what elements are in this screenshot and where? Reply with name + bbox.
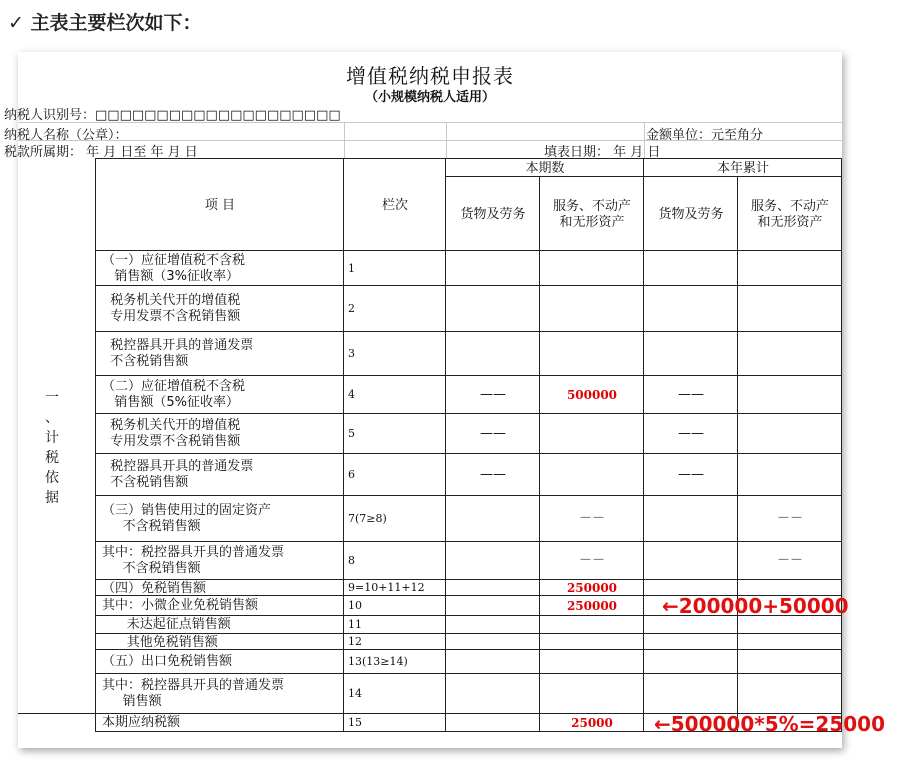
row-border bbox=[96, 541, 842, 542]
taxpayer-id-label: 纳税人识别号：□□□□□□□□□□□□□□□□□□□□ bbox=[4, 108, 341, 123]
row-line-number: 11 bbox=[348, 618, 362, 631]
row-border bbox=[96, 285, 842, 286]
row-line-number: 15 bbox=[348, 716, 362, 729]
row-item-label: （五）出口免税销售额 bbox=[102, 654, 233, 669]
header-year-total: 本年累计 bbox=[716, 160, 769, 176]
side-label-char: 计 bbox=[45, 430, 59, 446]
row-line-number: 3 bbox=[348, 347, 355, 360]
row-item-label: 税务机关代开的增值税 专用发票不含税销售额 bbox=[110, 418, 241, 449]
table-top-border bbox=[96, 158, 842, 159]
dash-mark: －－ bbox=[776, 552, 803, 568]
header-services-year: 服务、不动产 和无形资产 bbox=[750, 198, 829, 230]
amount-unit-label: 金额单位：元至角分 bbox=[646, 128, 764, 143]
form-title: 增值税纳税申报表 bbox=[346, 64, 514, 88]
row-border bbox=[96, 633, 842, 634]
dash-mark: —— bbox=[480, 425, 506, 441]
side-label-char: 一 bbox=[45, 390, 59, 406]
row-line-number: 10 bbox=[348, 599, 362, 612]
taxpayer-name-label: 纳税人名称（公章）： bbox=[4, 128, 128, 143]
row-item-label: 本期应纳税额 bbox=[102, 715, 181, 730]
row-line-number: 7(7≥8) bbox=[348, 512, 387, 525]
row-line-number: 14 bbox=[348, 687, 362, 700]
side-label-char: 、 bbox=[45, 410, 59, 426]
side-label-char: 依 bbox=[45, 470, 59, 486]
row-border bbox=[96, 331, 842, 332]
header-divider bbox=[446, 176, 842, 177]
value-row9-services: 250000 bbox=[566, 580, 618, 595]
row-item-label: （一）应征增值税不含税 销售额（3%征收率） bbox=[102, 253, 246, 284]
side-bottom-border bbox=[18, 713, 96, 714]
row-line-number: 9=10+11+12 bbox=[348, 581, 425, 594]
row-line-number: 5 bbox=[348, 427, 355, 440]
value-row15-services: 25000 bbox=[571, 715, 613, 730]
row-item-label: 其他免税销售额 bbox=[102, 635, 218, 650]
row-line-number: 8 bbox=[348, 554, 355, 567]
row-item-label: 税控器具开具的普通发票 不含税销售额 bbox=[110, 459, 254, 490]
row-item-label: 税控器具开具的普通发票 不含税销售额 bbox=[110, 338, 254, 369]
row-item-label: 其中：税控器具开具的普通发票 不含税销售额 bbox=[102, 545, 285, 576]
row-line-number: 1 bbox=[348, 262, 355, 275]
row-item-label: 未达起征点销售额 bbox=[102, 617, 231, 632]
header-goods-year: 货物及劳务 bbox=[658, 206, 724, 222]
dash-mark: －－ bbox=[578, 552, 605, 568]
column-border bbox=[841, 158, 842, 732]
header-item: 项 目 bbox=[204, 197, 236, 213]
row-item-label: （三）销售使用过的固定资产 不含税销售额 bbox=[102, 503, 272, 534]
row-line-number: 13(13≥14) bbox=[348, 655, 408, 668]
row-line-number: 2 bbox=[348, 302, 355, 315]
row-line-number: 4 bbox=[348, 388, 355, 401]
meta-divider bbox=[344, 122, 345, 158]
tax-form-sheet bbox=[4, 52, 886, 748]
row-line-number: 6 bbox=[348, 468, 355, 481]
annotation-row15: ←500000*5%=25000 bbox=[654, 712, 886, 736]
header-bottom-border bbox=[96, 250, 842, 251]
row-border bbox=[96, 673, 842, 674]
row-item-label: 其中：税控器具开具的普通发票 销售额 bbox=[102, 678, 285, 709]
fill-date-label: 填表日期： 年 月 日 bbox=[544, 145, 661, 160]
dash-mark: —— bbox=[678, 386, 704, 402]
row-item-label: （二）应征增值税不含税 销售额（5%征收率） bbox=[102, 379, 246, 410]
meta-line bbox=[18, 140, 842, 141]
side-label-char: 税 bbox=[45, 450, 59, 466]
column-border bbox=[343, 158, 344, 732]
row-border bbox=[96, 579, 842, 580]
dash-mark: —— bbox=[678, 425, 704, 441]
dash-mark: －－ bbox=[776, 510, 803, 526]
header-current-period: 本期数 bbox=[525, 160, 565, 176]
row-line-number: 12 bbox=[348, 635, 362, 648]
value-row4-services: 500000 bbox=[566, 387, 618, 402]
header-services: 服务、不动产 和无形资产 bbox=[552, 198, 631, 230]
tax-period-label: 税款所属期： 年 月 日至 年 月 日 bbox=[4, 145, 198, 160]
dash-mark: —— bbox=[480, 466, 506, 482]
header-goods: 货物及劳务 bbox=[460, 206, 526, 222]
dash-mark: －－ bbox=[578, 510, 605, 526]
header-line: 栏次 bbox=[381, 197, 408, 213]
meta-divider bbox=[644, 122, 645, 158]
annotation-row10: ←200000+50000 bbox=[662, 594, 849, 618]
section-heading: ✓ 主表主要栏次如下： bbox=[8, 12, 202, 34]
row-item-label: （四）免税销售额 bbox=[102, 581, 207, 596]
row-item-label: 税务机关代开的增值税 专用发票不含税销售额 bbox=[110, 293, 241, 324]
dash-mark: —— bbox=[678, 466, 704, 482]
meta-line bbox=[18, 122, 842, 123]
side-label-char: 据 bbox=[45, 490, 59, 506]
value-row10-services: 250000 bbox=[566, 598, 618, 613]
dash-mark: —— bbox=[480, 386, 506, 402]
meta-divider bbox=[446, 122, 447, 158]
column-border bbox=[95, 158, 96, 732]
form-subtitle: （小规模纳税人适用） bbox=[364, 90, 495, 105]
row-item-label: 其中：小微企业免税销售额 bbox=[102, 598, 259, 613]
